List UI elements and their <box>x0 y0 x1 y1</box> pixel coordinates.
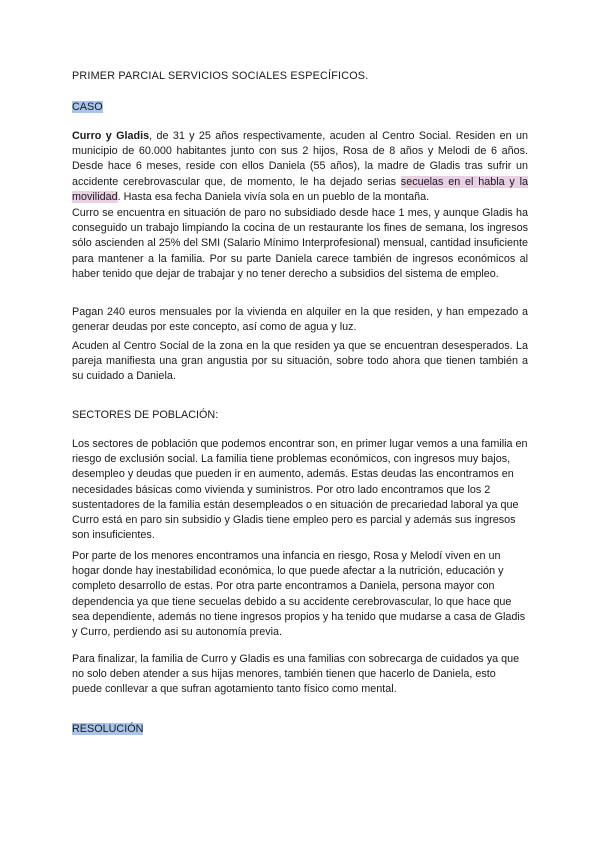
resolucion-label: RESOLUCIÓN <box>72 723 144 735</box>
case-text-end: . Hasta esa fecha Daniela vivía sola en un pueblo de la montaña. <box>117 190 430 203</box>
case-paragraph-1 <box>72 129 528 205</box>
sectores-paragraph-3: Para finalizar, la familia de Curro y Gladis es una familias con sobrecarga de cuidados ya que no solo deben atender a sus hijas menores, también tienen que hacerlo de Daniela, esto puede conllevar a que sufran agotamiento tanto físico como mental. <box>72 653 520 696</box>
case-text: , de 31 y 25 años respectivamente, acuden al Centro Social. Residen en un municipio de 60.000 habitantes junto con sus 2 hijos, Rosa de 8 años y Melodi de 6 años. Desde hace 6 meses, reside con ellos Daniela (55 años), la madre de Gladis tras sufrir un accidente cerebrovascular que, de momento, le ha dejado serias <box>72 130 528 188</box>
case-paragraph-4: Acuden al Centro Social de la zona en la que residen ya que se encuentran desesperados. La pareja manifiesta una gran angustia por su situación, sobre todo ahora que tienen también a su cuidado a Daniela. <box>72 340 528 383</box>
case-paragraph-2: Curro se encuentra en situación de paro no subsidiado desde hace 1 mes, y aunque Gladis ha conseguido un trabajo limpiando la cocina de un restaurante los fines de semana, los ingresos sólo ascienden al 25% del SMI (Salario Mínimo Interprofesional) mensual, cantidad insuficiente para mantener a la familia. Por su parte Daniela carece también de ingresos económicos al haber tenido que dejar de trabajar y no tener derecho a subsidios del sistema de empleo. <box>72 207 528 280</box>
section-heading-resolucion <box>72 723 143 735</box>
case-names: Curro y Gladis <box>72 130 150 142</box>
highlighted-secuelas: secuelas en el habla y la movilidad <box>72 175 528 203</box>
sectores-paragraph-2: Por parte de los menores encontramos una infancia en riesgo, Rosa y Melodí viven en un hogar donde hay inestabilidad económica, lo que puede afectar a la nutrición, educación y completo desarrollo de estas. Por otra parte encontramos a Daniela, persona mayor con dependencia ya que tiene secuelas debido a su accidente cerebrovascular, lo que hace que sea dependiente, además no tiene ingresos propios y ha tenido que mudarse a casa de Gladis y Curro, perdiendo asi su autonomía previa. <box>72 550 526 639</box>
section-heading-sectores: SECTORES DE POBLACIÓN: <box>72 409 219 421</box>
case-paragraph-3: Pagan 240 euros mensuales por la vivienda en alquiler en la que residen, y han empezado a generar deudas por este concepto, así como de agua y luz. <box>72 306 528 334</box>
sectores-paragraph-1: Los sectores de población que podemos encontrar son, en primer lugar vemos a una familia en riesgo de exclusión social. La familia tiene problemas económicos, con ingresos muy bajos, desempleo y deudas que pueden ir en aumento, además. Estas deudas las encontramos en necesidades básicas como vivienda y suministros. Por otro lado encontramos que los 2 sustentadores de la familia están desempleados o en situación de precariedad laboral ya que Curro está en paro sin subsidio y Gladis tiene empleo pero es parcial y además sus ingresos son insuficientes. <box>72 438 528 542</box>
section-heading-caso <box>72 101 103 113</box>
document-title: PRIMER PARCIAL SERVICIOS SOCIALES ESPECÍFICOS. <box>72 70 369 82</box>
caso-label: CASO <box>72 101 103 113</box>
